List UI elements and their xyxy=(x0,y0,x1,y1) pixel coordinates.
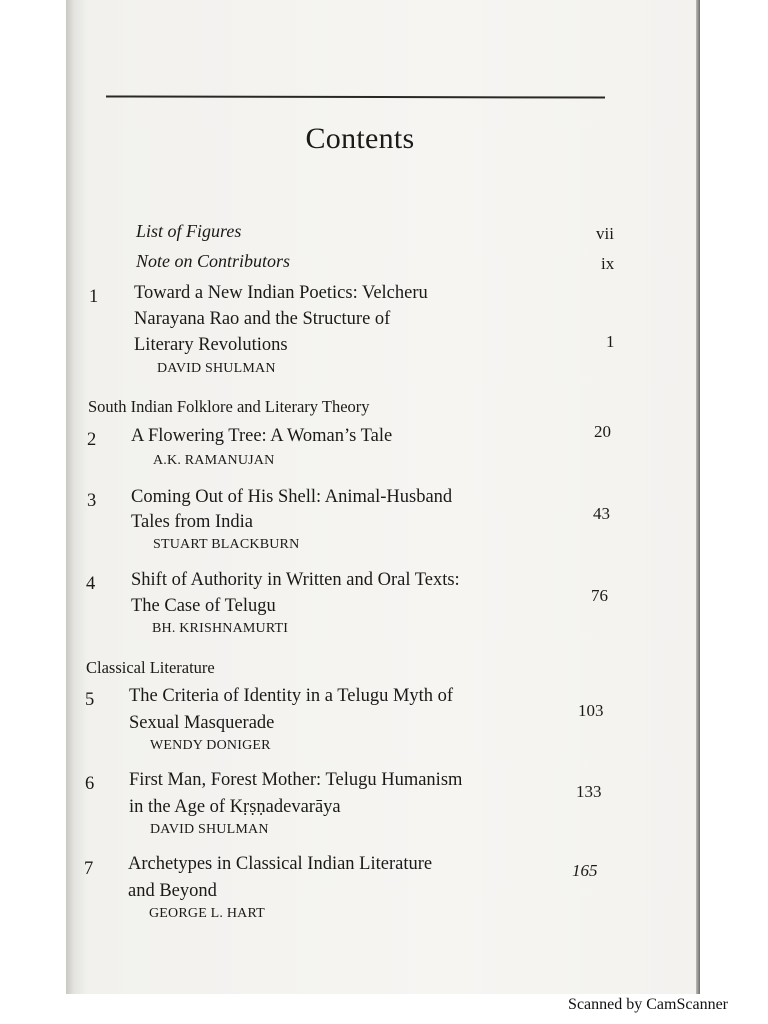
chapter-number: 1 xyxy=(89,287,99,307)
chapter-page: 20 xyxy=(594,422,611,441)
chapter-author: BH. KRISHNAMURTI xyxy=(152,621,289,636)
chapter-title-line: Sexual Masquerade xyxy=(129,713,275,733)
chapter-title-line: Narayana Rao and the Structure of xyxy=(134,309,391,329)
chapter-title-line: A Flowering Tree: A Woman’s Tale xyxy=(131,426,393,446)
section-heading: South Indian Folklore and Literary Theory xyxy=(88,397,370,416)
chapter-number: 6 xyxy=(85,774,95,794)
scanner-watermark: Scanned by CamScanner xyxy=(568,996,728,1013)
chapter-page: 1 xyxy=(606,332,615,351)
front-matter-page: vii xyxy=(596,224,614,243)
front-matter-note-on-contributors: Note on Contributors xyxy=(136,251,291,271)
chapter-page: 43 xyxy=(593,504,610,523)
chapter-title-line: Archetypes in Classical Indian Literature xyxy=(128,854,433,874)
chapter-author: A.K. RAMANUJAN xyxy=(153,453,275,468)
chapter-title-line: First Man, Forest Mother: Telugu Humanism xyxy=(129,770,463,790)
chapter-author: WENDY DONIGER xyxy=(150,738,271,753)
chapter-title-line: in the Age of Kṛṣṇadevarāya xyxy=(129,797,341,817)
chapter-title-line: The Criteria of Identity in a Telugu Myth of xyxy=(129,686,454,706)
chapter-number: 4 xyxy=(86,574,96,594)
chapter-author: DAVID SHULMAN xyxy=(150,822,269,837)
chapter-number: 2 xyxy=(87,430,97,450)
page-title: Contents xyxy=(305,122,415,155)
chapter-title-line: Tales from India xyxy=(131,512,253,532)
chapter-title-line: The Case of Telugu xyxy=(131,596,276,616)
front-matter-page: ix xyxy=(601,254,615,273)
chapter-author: STUART BLACKBURN xyxy=(153,537,300,552)
chapter-page: 103 xyxy=(578,701,604,720)
chapter-page: 165 xyxy=(572,861,598,880)
front-matter-list-of-figures: List of Figures xyxy=(136,221,242,241)
section-heading: Classical Literature xyxy=(86,658,215,677)
chapter-title-line: and Beyond xyxy=(128,881,217,901)
chapter-title-line: Coming Out of His Shell: Animal-Husband xyxy=(131,487,453,507)
chapter-number: 3 xyxy=(87,491,97,511)
chapter-title-line: Literary Revolutions xyxy=(134,335,288,355)
chapter-author: GEORGE L. HART xyxy=(149,906,265,921)
chapter-author: DAVID SHULMAN xyxy=(157,361,276,376)
chapter-page: 133 xyxy=(576,782,602,801)
chapter-number: 5 xyxy=(85,690,95,710)
chapter-page: 76 xyxy=(591,586,608,605)
page-edge-shadow xyxy=(696,0,700,994)
chapter-title-line: Shift of Authority in Written and Oral Texts: xyxy=(131,570,460,590)
chapter-title-line: Toward a New Indian Poetics: Velcheru xyxy=(134,283,428,303)
chapter-number: 7 xyxy=(84,859,94,879)
